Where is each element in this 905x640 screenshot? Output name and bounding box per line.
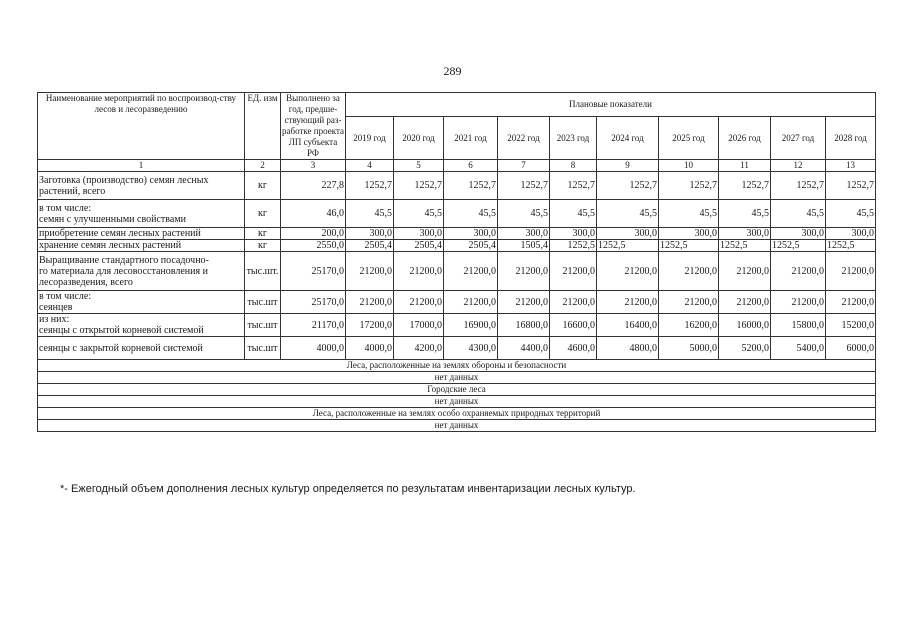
planned-value-cell: 15800,0 bbox=[771, 314, 826, 337]
planned-value-cell: 1252,5 bbox=[550, 240, 597, 252]
activity-name-line: семян с улучшенными свойствами bbox=[39, 213, 186, 225]
planned-value-cell: 1252,7 bbox=[346, 172, 394, 200]
planned-value-cell: 45,5 bbox=[394, 200, 444, 228]
column-number: 2 bbox=[245, 160, 281, 172]
planned-value-cell: 300,0 bbox=[444, 228, 498, 240]
activity-name-line: хранение семян лесных растений bbox=[39, 240, 182, 251]
planned-value-cell: 300,0 bbox=[346, 228, 394, 240]
column-number: 6 bbox=[444, 160, 498, 172]
planned-value-cell: 21200,0 bbox=[719, 252, 771, 291]
activity-name-line: сеянцы с открытой корневой системой bbox=[39, 325, 204, 336]
activity-name-cell bbox=[38, 200, 245, 228]
header-planned-indicators: Плановые показатели bbox=[346, 93, 876, 117]
done-value-cell: 200,0 bbox=[281, 228, 346, 240]
planned-value-cell: 21200,0 bbox=[394, 291, 444, 314]
planned-value-cell: 21200,0 bbox=[550, 291, 597, 314]
planned-value-cell: 45,5 bbox=[444, 200, 498, 228]
planned-value-cell: 4800,0 bbox=[597, 337, 659, 360]
unit-line: тыс. bbox=[247, 319, 266, 331]
done-value-cell: 46,0 bbox=[281, 200, 346, 228]
planned-value-cell: 300,0 bbox=[659, 228, 719, 240]
unit-cell bbox=[245, 240, 281, 252]
planned-value-cell: 21200,0 bbox=[597, 291, 659, 314]
activity-name-line: из них: bbox=[39, 314, 70, 325]
planned-value-cell: 1252,7 bbox=[444, 172, 498, 200]
planned-value-cell: 21200,0 bbox=[771, 252, 826, 291]
planned-value-cell: 4400,0 bbox=[498, 337, 550, 360]
activity-name-cell bbox=[38, 314, 245, 337]
planned-value-cell: 1252,5 bbox=[719, 240, 771, 252]
unit-cell bbox=[245, 228, 281, 240]
unit-cell bbox=[245, 291, 281, 314]
done-value-cell: 227,8 bbox=[281, 172, 346, 200]
planned-value-cell: 21200,0 bbox=[444, 252, 498, 291]
section-row bbox=[38, 408, 876, 420]
activity-name-cell bbox=[38, 228, 245, 240]
done-value-cell: 4000,0 bbox=[281, 337, 346, 360]
planned-value-cell: 45,5 bbox=[771, 200, 826, 228]
header-year: 2020 год bbox=[394, 117, 444, 160]
unit-line: шт bbox=[265, 342, 278, 354]
section-label: Городские леса bbox=[38, 384, 876, 396]
header-year: 2023 год bbox=[550, 117, 597, 160]
planned-value-cell: 17000,0 bbox=[394, 314, 444, 337]
section-row bbox=[38, 396, 876, 408]
planned-value-cell: 21200,0 bbox=[771, 291, 826, 314]
unit-line: тыс. bbox=[247, 296, 266, 308]
planned-value-cell: 6000,0 bbox=[826, 337, 876, 360]
page-number: 289 bbox=[443, 64, 462, 78]
done-value-cell: 21170,0 bbox=[281, 314, 346, 337]
table-row bbox=[38, 314, 876, 337]
column-number: 10 bbox=[659, 160, 719, 172]
unit-line: кг bbox=[258, 240, 267, 251]
unit-line: кг bbox=[258, 228, 267, 239]
planned-value-cell: 300,0 bbox=[394, 228, 444, 240]
header-year: 2024 год bbox=[597, 117, 659, 160]
planned-value-cell: 21200,0 bbox=[346, 291, 394, 314]
activity-name-cell bbox=[38, 240, 245, 252]
column-number: 8 bbox=[550, 160, 597, 172]
table-row bbox=[38, 337, 876, 360]
planned-value-cell: 1252,7 bbox=[498, 172, 550, 200]
planned-value-cell: 1252,7 bbox=[826, 172, 876, 200]
unit-line: шт. bbox=[264, 265, 279, 277]
activity-name-line: в том числе: bbox=[39, 291, 92, 302]
section-row bbox=[38, 420, 876, 432]
planned-value-cell: 16800,0 bbox=[498, 314, 550, 337]
header-year: 2026 год bbox=[719, 117, 771, 160]
planned-value-cell: 21200,0 bbox=[394, 252, 444, 291]
done-value-cell: 25170,0 bbox=[281, 252, 346, 291]
unit-line: шт bbox=[265, 296, 278, 308]
activity-name-line: Заготовка (производство) семян лесных bbox=[39, 174, 209, 186]
unit-line: кг bbox=[258, 208, 267, 219]
section-label: Леса, расположенные на землях обороны и безопасности bbox=[38, 360, 876, 372]
planned-value-cell: 1252,7 bbox=[597, 172, 659, 200]
section-row bbox=[38, 360, 876, 372]
planned-value-cell: 2505,4 bbox=[346, 240, 394, 252]
section-label: нет данных bbox=[38, 420, 876, 432]
planned-value-cell: 5000,0 bbox=[659, 337, 719, 360]
planned-value-cell: 300,0 bbox=[597, 228, 659, 240]
planned-value-cell: 45,5 bbox=[659, 200, 719, 228]
activity-name-line: приобретение семян лесных растений bbox=[39, 228, 201, 239]
table-row bbox=[38, 240, 876, 252]
planned-value-cell: 300,0 bbox=[771, 228, 826, 240]
planned-value-cell: 16000,0 bbox=[719, 314, 771, 337]
section-label: Леса, расположенные на землях особо охраняемых природных территорий bbox=[38, 408, 876, 420]
activity-name-line: сеянцев bbox=[39, 302, 73, 313]
section-label: нет данных bbox=[38, 396, 876, 408]
unit-cell bbox=[245, 252, 281, 291]
footnote: *- Ежегодный объем дополнения лесных культур определяется по результатам инвентаризации лесных культур. bbox=[60, 483, 636, 495]
header-activity-name: Наименование мероприятий по воспроизвод-ству лесов и лесоразведению bbox=[38, 93, 245, 160]
table-row bbox=[38, 200, 876, 228]
header-year: 2021 год bbox=[444, 117, 498, 160]
unit-line: тыс. bbox=[246, 265, 265, 277]
column-number: 13 bbox=[826, 160, 876, 172]
unit-cell bbox=[245, 200, 281, 228]
activity-name-cell bbox=[38, 337, 245, 360]
header-year: 2028 год bbox=[826, 117, 876, 160]
planned-value-cell: 2505,4 bbox=[394, 240, 444, 252]
activity-name-line: го материала для лесовосстановления и bbox=[39, 265, 208, 277]
column-number: 4 bbox=[346, 160, 394, 172]
planned-value-cell: 1252,7 bbox=[771, 172, 826, 200]
activity-name-line: лесоразведения, всего bbox=[39, 276, 133, 288]
planned-value-cell: 21200,0 bbox=[346, 252, 394, 291]
planned-value-cell: 21200,0 bbox=[826, 252, 876, 291]
planned-value-cell: 21200,0 bbox=[444, 291, 498, 314]
planned-value-cell: 5200,0 bbox=[719, 337, 771, 360]
planned-value-cell: 21200,0 bbox=[498, 252, 550, 291]
planned-value-cell: 21200,0 bbox=[719, 291, 771, 314]
section-row bbox=[38, 372, 876, 384]
planned-value-cell: 15200,0 bbox=[826, 314, 876, 337]
planned-value-cell: 45,5 bbox=[550, 200, 597, 228]
column-number: 1 bbox=[38, 160, 245, 172]
planned-value-cell: 17200,0 bbox=[346, 314, 394, 337]
planned-value-cell: 45,5 bbox=[346, 200, 394, 228]
unit-cell bbox=[245, 337, 281, 360]
planned-value-cell: 1252,5 bbox=[659, 240, 719, 252]
header-row bbox=[38, 93, 876, 117]
header-unit: ЕД. изм bbox=[245, 93, 281, 160]
planned-value-cell: 2505,4 bbox=[444, 240, 498, 252]
planned-value-cell: 16900,0 bbox=[444, 314, 498, 337]
planned-value-cell: 4300,0 bbox=[444, 337, 498, 360]
column-number: 11 bbox=[719, 160, 771, 172]
planned-value-cell: 21200,0 bbox=[550, 252, 597, 291]
column-number: 5 bbox=[394, 160, 444, 172]
section-row bbox=[38, 384, 876, 396]
activity-name-line: в том числе: bbox=[39, 202, 92, 214]
done-value-cell: 25170,0 bbox=[281, 291, 346, 314]
column-number: 9 bbox=[597, 160, 659, 172]
planned-value-cell: 4200,0 bbox=[394, 337, 444, 360]
table-row bbox=[38, 252, 876, 291]
activity-name-cell bbox=[38, 252, 245, 291]
planned-value-cell: 1252,5 bbox=[826, 240, 876, 252]
planned-value-cell: 21200,0 bbox=[659, 252, 719, 291]
planned-value-cell: 21200,0 bbox=[659, 291, 719, 314]
activity-name-cell bbox=[38, 172, 245, 200]
unit-line: тыс. bbox=[247, 342, 266, 354]
planned-value-cell: 300,0 bbox=[826, 228, 876, 240]
planned-value-cell: 45,5 bbox=[498, 200, 550, 228]
column-number: 3 bbox=[281, 160, 346, 172]
planned-value-cell: 1505,4 bbox=[498, 240, 550, 252]
planned-value-cell: 45,5 bbox=[597, 200, 659, 228]
planned-value-cell: 45,5 bbox=[826, 200, 876, 228]
activity-name-line: Выращивание стандартного посадочно- bbox=[39, 254, 209, 266]
unit-cell bbox=[245, 172, 281, 200]
planned-value-cell: 21200,0 bbox=[597, 252, 659, 291]
table-row bbox=[38, 228, 876, 240]
header-done-previous-year: Выполнено за год, предше-ствующий раз-работке проекта ЛП субъекта РФ bbox=[282, 93, 344, 158]
planned-value-cell: 300,0 bbox=[719, 228, 771, 240]
column-number: 7 bbox=[498, 160, 550, 172]
activity-name-line: сеянцы с закрытой корневой системой bbox=[39, 342, 203, 354]
planned-value-cell: 1252,7 bbox=[550, 172, 597, 200]
planned-value-cell: 45,5 bbox=[719, 200, 771, 228]
done-value-cell: 2550,0 bbox=[281, 240, 346, 252]
planned-value-cell: 21200,0 bbox=[826, 291, 876, 314]
table-row bbox=[38, 172, 876, 200]
header-year: 2019 год bbox=[346, 117, 394, 160]
planned-value-cell: 300,0 bbox=[550, 228, 597, 240]
planned-value-cell: 4000,0 bbox=[346, 337, 394, 360]
planned-value-cell: 16200,0 bbox=[659, 314, 719, 337]
unit-cell bbox=[245, 314, 281, 337]
planned-value-cell: 1252,7 bbox=[719, 172, 771, 200]
unit-line: шт bbox=[265, 319, 278, 331]
reforestation-plan-table bbox=[37, 92, 876, 432]
planned-value-cell: 16600,0 bbox=[550, 314, 597, 337]
column-number: 12 bbox=[771, 160, 826, 172]
planned-value-cell: 1252,7 bbox=[659, 172, 719, 200]
planned-value-cell: 1252,7 bbox=[394, 172, 444, 200]
planned-value-cell: 4600,0 bbox=[550, 337, 597, 360]
planned-value-cell: 16400,0 bbox=[597, 314, 659, 337]
activity-name-cell bbox=[38, 291, 245, 314]
planned-value-cell: 300,0 bbox=[498, 228, 550, 240]
section-label: нет данных bbox=[38, 372, 876, 384]
header-year: 2022 год bbox=[498, 117, 550, 160]
planned-value-cell: 1252,5 bbox=[771, 240, 826, 252]
planned-value-cell: 1252,5 bbox=[597, 240, 659, 252]
unit-line: кг bbox=[258, 180, 267, 191]
header-year: 2027 год bbox=[771, 117, 826, 160]
activity-name-line: растений, всего bbox=[39, 185, 106, 197]
header-year: 2025 год bbox=[659, 117, 719, 160]
planned-value-cell: 21200,0 bbox=[498, 291, 550, 314]
planned-value-cell: 5400,0 bbox=[771, 337, 826, 360]
column-numbers-row bbox=[38, 160, 876, 172]
table-row bbox=[38, 291, 876, 314]
